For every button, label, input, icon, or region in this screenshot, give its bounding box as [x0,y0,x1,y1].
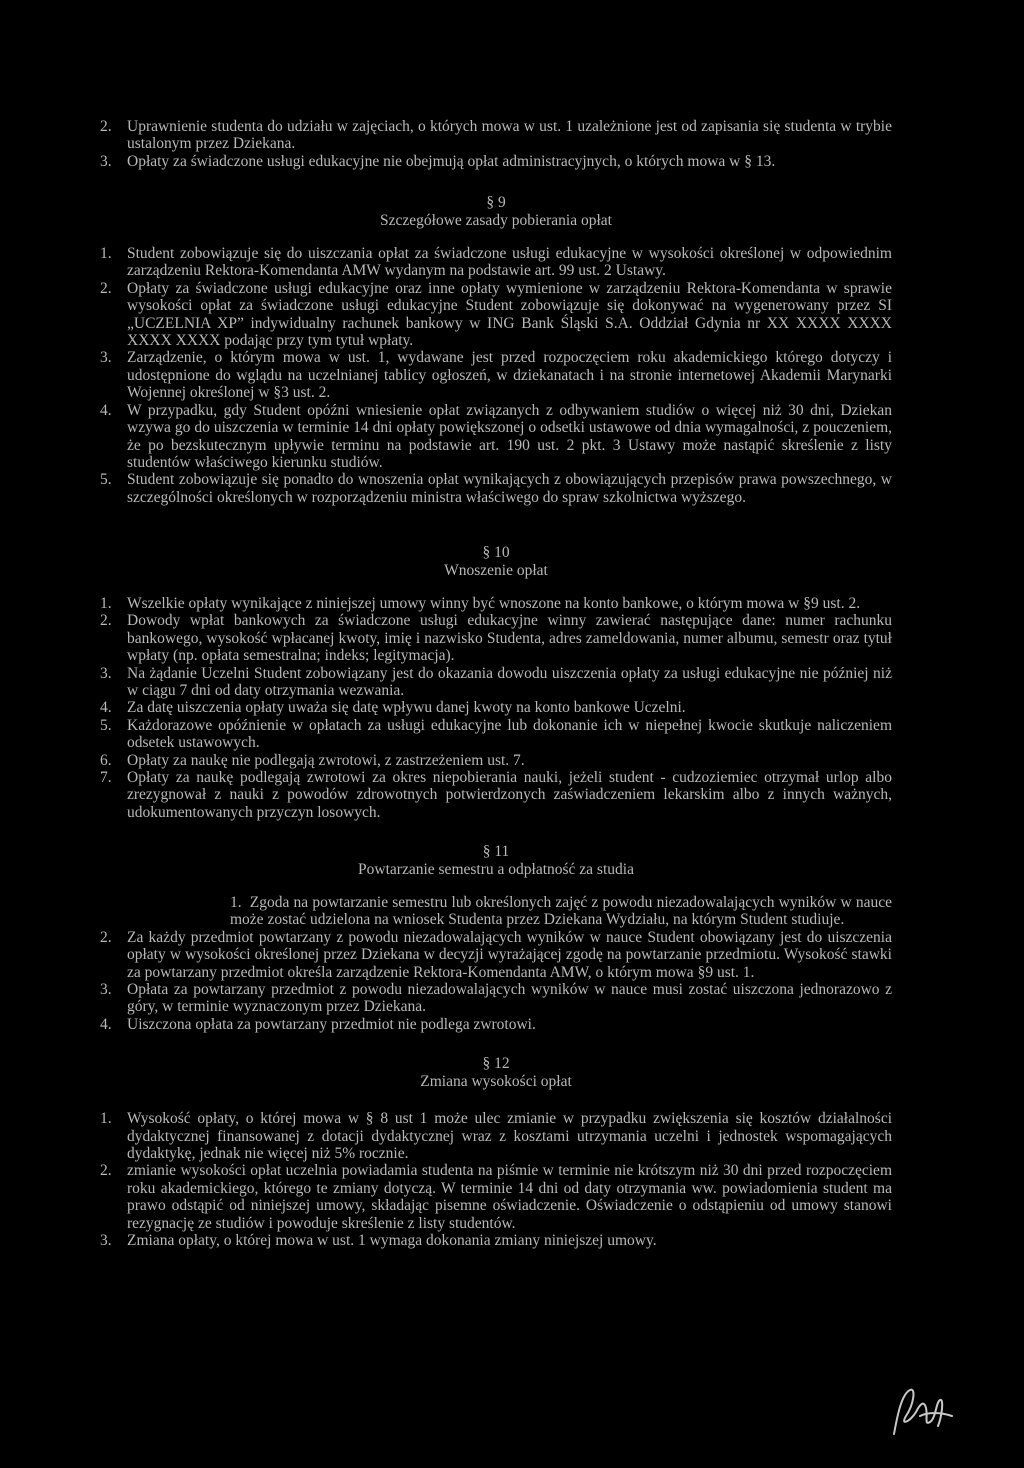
item-number: 2. [100,928,112,946]
list-item [100,153,892,170]
item-number: 3. [100,981,112,999]
list-item [100,118,892,153]
item-text: Uiszczona opłata za powtarzany przedmiot nie podlega zwrotowi. [127,1015,536,1033]
item-text: W przypadku, gdy Student opóźni wniesienie opłat związanych z odbywaniem studiów o więcej niż 30 dni, Dziekan wzywa go do uiszczenia w terminie 14 dni opłaty powiększonej o odsetki ustawowe od dnia wymagalności, z pouczeniem, że po bezskutecznym upływie terminu na podstawie art. 190 ust. 2 pkt. 3 Ustawy może nastąpić skreślenie z listy studentów właściwego kierunku studiów. [127,401,892,471]
item-number: 2. [100,279,112,297]
item-text: Za datę uiszczenia opłaty uważa się datę wpływu danej kwoty na konto bankowe Uczelni. [127,699,686,717]
section-9-list [100,245,892,506]
item-number: 3. [100,349,112,367]
list-item [100,280,892,350]
item-text: Wysokość opłaty, o której mowa w § 8 ust 1 może ulec zmianie w przypadku zwiększenia się kosztów działalności dydaktycznej finansowanej z dotacji dydaktycznej wraz z kosztami utrzymania uczelni i jednostek wspomagających dydaktykę, jednak nie więcej niż 5% rocznie. [127,1110,892,1162]
list-item [100,1016,892,1033]
item-number: 6. [100,751,112,769]
section-title: Powtarzanie semestru a odpłatność za studia [358,860,634,878]
item-number: 4. [100,699,112,717]
section-heading-10 [100,544,892,579]
list-item [100,665,892,700]
item-number: 3. [100,152,112,170]
list-item [100,1232,892,1249]
item-text: Każdorazowe opóźnienie w opłatach za usługi edukacyjne lub dokonanie ich w niepełnej kwocie skutkuje naliczeniem odsetek ustawowych. [127,716,892,752]
document-page [100,118,892,1249]
item-number: 1. [100,245,112,263]
list-item [100,1110,892,1162]
section-heading-9 [100,194,892,229]
item-number: 2. [100,1162,112,1180]
list-item [100,752,892,769]
list-item [100,595,892,612]
item-text: Opłaty za świadczone usługi edukacyjne oraz inne opłaty wymienione w zarządzeniu Rektora-Komendanta w sprawie wysokości opłat za świadczone usługi edukacyjne Student zobowiązuje się dokonywać na wygenerowany przez SI „UCZELNIA XP” indywidualny rachunek bankowy w ING Bank Śląski S.A. Oddział Gdynia nr XX XXXX XXXX XXXX XXXX podając przy tym tytuł wpłaty. [127,279,892,350]
section-title: Szczegółowe zasady pobierania opłat [380,211,612,229]
list-item [100,717,892,752]
section-number: § 10 [482,544,510,562]
item-text: Zarządzenie, o którym mowa w ust. 1, wydawane jest przed rozpoczęciem roku akademickiego którego dotyczy i udostępnione do wglądu na uczelnianej tablicy ogłoszeń, w dziekanatach i na stronie internetowej Akademii Marynarki Wojennej określonej w §3 ust. 2. [127,349,892,402]
section-11-list [100,894,892,1033]
item-number: 1. [100,1110,112,1128]
section-title: Wnoszenie opłat [444,561,548,579]
item-number: 5. [100,471,112,489]
item-number: 2. [100,118,112,135]
item-number: 3. [100,1231,112,1249]
section-12-list [100,1110,892,1249]
list-item [100,769,892,821]
section-number: § 12 [482,1055,510,1073]
item-text: zmianie wysokości opłat uczelnia powiadamia studenta na piśmie w terminie nie krótszym niż 30 dni przed rozpoczęciem roku akademickiego, którego te zmiany dotyczą. W terminie 14 dni od daty otrzymania ww. powiadomienia student ma prawo odstąpić od niniejszej umowy, składając pisemne oświadczenie. Oświadczenie o odstąpieniu od umowy stanowi rezygnację ze studiów i powoduje skreślenie z listy studentów. [127,1162,892,1232]
item-number: 4. [100,401,112,419]
section-heading-11 [100,843,892,878]
item-text: Student zobowiązuje się do uiszczania opłat za świadczone usługi edukacyjne w wysokości określonej w odpowiednim zarządzeniu Rektora-Komendanta AMW wydanym na podstawie art. 99 ust. 2 Ustawy. [127,245,892,280]
item-text: Za każdy przedmiot powtarzany z powodu niezadowalających wyników w nauce Student obowiązany jest do uiszczenia opłaty w wysokości określonej przez Dziekana w decyzji wyrażającej zgodę na powtarzanie przedmiotu. Wysokość stawki za powtarzany przedmiot określa zarządzenie Rektora-Komendanta AMW, o którym mowa §9 ust. 1. [127,928,892,981]
list-item [100,981,892,1016]
item-number: 5. [100,716,112,734]
list-item [100,402,892,472]
section-number: § 9 [486,194,506,212]
item-text: Zmiana opłaty, o której mowa w ust. 1 wymaga dokonania zmiany niniejszej umowy. [127,1231,657,1249]
item-number: 4. [100,1015,112,1033]
item-number: 7. [100,769,112,786]
item-text: Zgoda na powtarzanie semestru lub określonych zajęć z powodu niezadowalających wyników w nauce może zostać udzielona na wniosek Studenta przez Dziekana Wydziału, na którym Student studiuje. [230,894,893,929]
section-number: § 11 [482,843,510,861]
item-number: 1. [100,594,112,612]
list-item [100,894,892,929]
item-number: 1. [230,894,242,912]
item-text: Opłaty za świadczone usługi edukacyjne nie obejmują opłat administracyjnych, o których mowa w § 13. [127,152,776,170]
signature-icon [880,1382,960,1442]
list-item [100,612,892,664]
item-text: Opłaty za naukę podlegają zwrotowi za okres niepobierania nauki, jeżeli student - cudzoziemiec otrzymał urlop albo zrezygnował z nauki z powodów zdrowotnych potwierdzonych zaświadczeniem lekarskim albo z innych ważnych, udokumentowanych przyczyn losowych. [127,769,892,821]
item-text: Na żądanie Uczelni Student zobowiązany jest do okazania dowodu uiszczenia opłaty za usługi edukacyjne nie później niż w ciągu 7 dni od daty otrzymania wezwania. [127,664,892,699]
section-heading-12 [100,1055,892,1090]
section-10-list [100,595,892,821]
item-text: Opłaty za naukę nie podlegają zwrotowi, z zastrzeżeniem ust. 7. [127,751,525,769]
item-text: Uprawnienie studenta do udziału w zajęciach, o których mowa w ust. 1 uzależnione jest od zapisania się studenta w trybie ustalonym przez Dziekana. [127,118,892,153]
list-item [100,1162,892,1232]
item-text: Student zobowiązuje się ponadto do wnoszenia opłat wynikających z obowiązujących przepisów prawa powszechnego, w szczególności określonych w rozporządzeniu ministra właściwego do spraw szkolnictwa wyższego. [127,471,892,506]
section-title: Zmiana wysokości opłat [420,1072,572,1090]
list-item [100,471,892,506]
item-text: Wszelkie opłaty wynikające z niniejszej umowy winny być wnoszone na konto bankowe, o którym mowa w §9 ust. 2. [127,594,861,612]
list-item [100,699,892,716]
list-item [100,245,892,280]
intro-list [100,118,892,170]
item-number: 2. [100,612,112,630]
list-item [100,349,892,401]
item-number: 3. [100,664,112,682]
list-item [100,929,892,981]
item-text: Dowody wpłat bankowych za świadczone usługi edukacyjne winny zawierać następujące dane: numer rachunku bankowego, wysokość wpłacanej kwoty, imię i nazwisko Studenta, adres zameldowania, numer albumu, semestr oraz tytuł wpłaty (np. opłata semestralna; indeks; legitymacja). [127,612,892,665]
item-text: Opłata za powtarzany przedmiot z powodu niezadowalających wyników w nauce musi zostać uiszczona jednorazowo z góry, w terminie wyznaczonym przez Dziekana. [127,981,892,1016]
